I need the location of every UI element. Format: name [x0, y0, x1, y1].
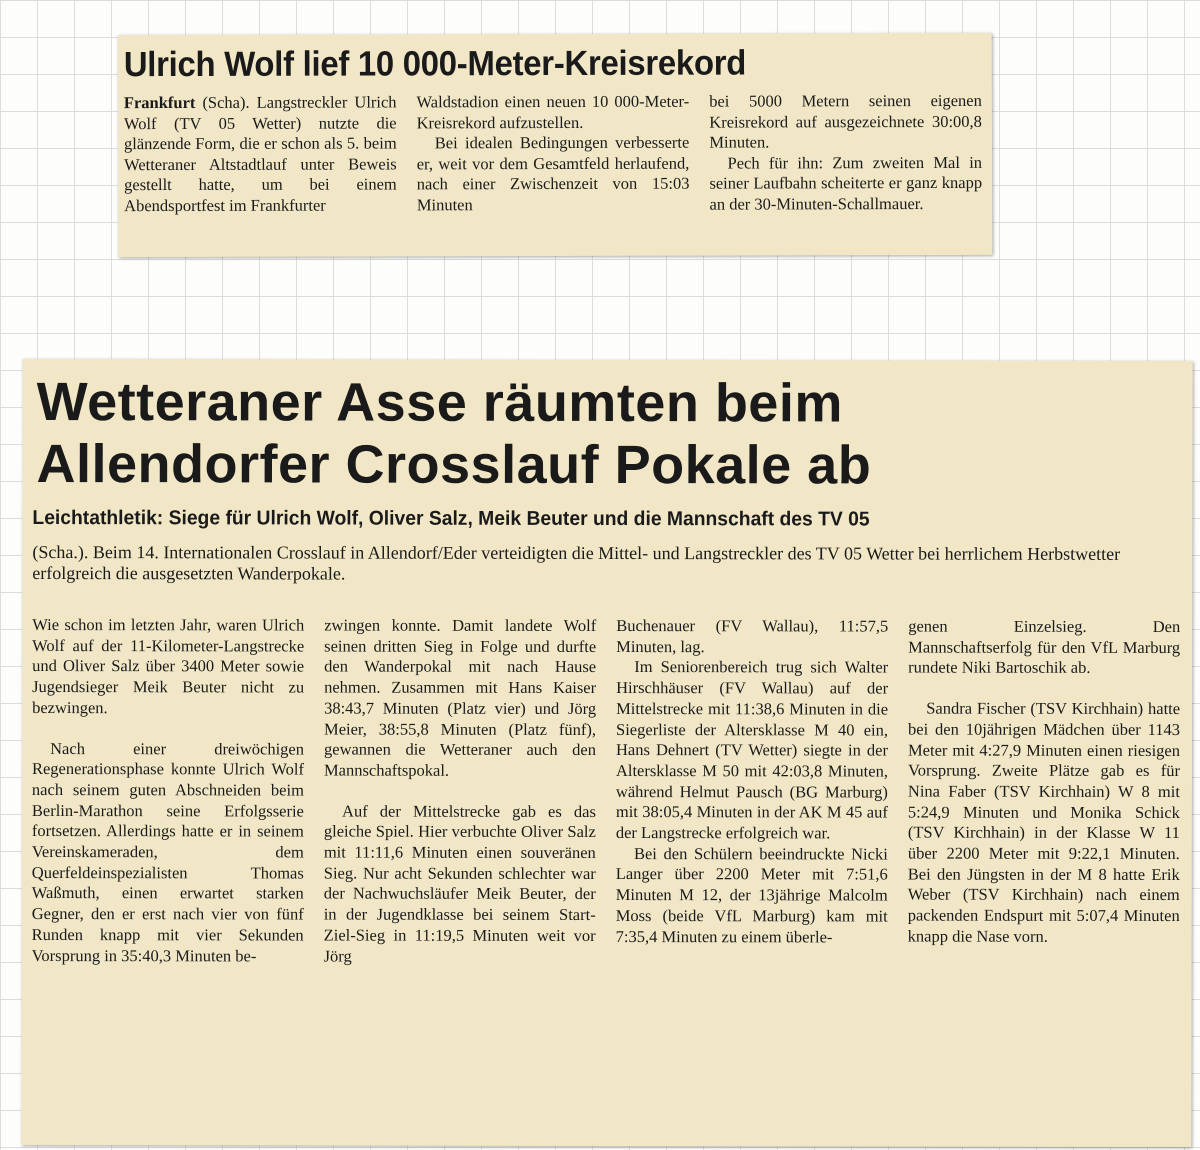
paragraph-text: (Scha). Langstreckler Ulrich Wolf (TV 05 Wetter) nutzte die glänzende Form, die er schon als 5. beim Wetteraner Altstadtlauf unter Beweis gestellt hatte, um bei einem Abendsportfest im Frankfurter — [123, 92, 397, 215]
paragraph: Wie schon im letzten Jahr, waren Ulrich Wolf auf der 11-Kilometer-Langstrecke und Oliver Salz über 3400 Meter sowie Jugendsieger Meik Beuter nicht zu bezwingen. — [32, 614, 305, 717]
headline-crosslauf — [36, 371, 1192, 497]
column-1 — [124, 92, 397, 216]
paragraph: zwingen konnte. Damit landete Wolf seinen dritten Sieg in Folge und durfte den Wanderpokal mit nach Hause nehmen. Zusammen mit Hans Kaiser 38:43,7 Minuten (Platz vier) und Jörg Meier, 38:55,8 Minuten (Platz fünf), gewannen die Wetteraner auch den Mannschaftspokal. — [323, 615, 597, 780]
paragraph: Bei idealen Bedingungen verbesserte er, weit vor dem Gesamtfeld herlaufend, nach einer Zwischenzeit von 15:03 Minuten — [416, 132, 690, 214]
article-body-crosslauf — [32, 615, 1181, 968]
paragraph: bei 5000 Metern seinen eigenen Kreisrekord auf ausgezeichnete 30:00,8 Minuten. — [709, 90, 982, 152]
subheadline: Leichtathletik: Siege für Ulrich Wolf, Oliver Salz, Meik Beuter und die Mannschaft des TV 05 — [32, 506, 870, 531]
paragraph: Buchenauer (FV Wallau), 11:57,5 Minuten, lag. — [616, 616, 889, 656]
clipping-crosslauf — [21, 359, 1192, 1147]
paragraph: Pech für ihn: Zum zweiten Mal in seiner Laufbahn scheiterte er ganz knapp an der 30-Minuten-Schallmauer. — [709, 152, 983, 214]
column-3 — [616, 616, 889, 968]
column-3 — [709, 91, 982, 215]
paragraph: Nach einer dreiwöchigen Regenerationsphase konnte Ulrich Wolf nach seinem guten Abschneiden beim Berlin-Marathon seine Erfolgsserie fortsetzen. Allerdings hatte er in seinem Vereinskameraden, dem Querfeldeinspezialisten Thomas Waßmuth, einen erwartet starken Gegner, den er erst nach vier von fünf Runden knapp mit vier Sekunden Vorsprung in 35:40,3 Minuten be- — [31, 738, 305, 965]
paragraph: Auf der Mittelstrecke gab es das gleiche Spiel. Hier verbuchte Oliver Salz mit 11:11,6 Minuten einen souveränen Sieg. Nur acht Sekunden schlechter war der Nachwuchsläufer Meik Beuter, der in der Jugendklasse bei seinem Start-Ziel-Sieg in 11:19,5 Minuten weit vor Jörg — [323, 801, 596, 966]
paragraph: Sandra Fischer (TSV Kirchhain) hatte bei den 10jährigen Mädchen über 1143 Meter mit 4:27,9 Minuten einen riesigen Vorsprung. Zweite Plätze gab es für Nina Faber (TSV Kirchhain) W 8 mit 5:24,9 Minuten und Monika Schick (TSV Kirchhain) in der Klasse W 11 über 2200 Meter mit 9:22,1 Minuten. Bei den Jüngsten in der M 8 hatte Erik Weber (TSV Kirchhain) nach einem packenden Endspurt mit 5:07,4 Minuten knapp die Nase vorn. — [907, 698, 1181, 946]
paragraph: Waldstadion einen neuen 10 000-Meter-Kreisrekord aufzustellen. — [416, 91, 690, 132]
column-4 — [908, 617, 1181, 969]
article-body-kreisrekord — [124, 91, 982, 216]
paragraph: genen Einzelsieg. Den Mannschaftserfolg für den VfL Marburg rundete Niki Bartoschik ab. — [908, 616, 1181, 678]
headline-line-1: Wetteraner Asse räumten beim — [36, 372, 843, 434]
column-2 — [324, 616, 597, 968]
paragraph — [124, 92, 397, 216]
column-2 — [417, 92, 690, 216]
lead-paragraph: (Scha.). Beim 14. Internationalen Crosslauf in Allendorf/Eder verteidigten die Mittel- und Langstreckler des TV 05 Wetter bei herrlichem Herbstwetter erfolgreich die ausgesetzten Wanderpokale. — [32, 541, 1121, 584]
headline-line-2: Allendorfer Crosslauf Pokale ab — [36, 434, 872, 496]
clipping-kreisrekord — [118, 33, 993, 257]
column-1 — [32, 615, 305, 967]
paragraph: Im Seniorenbereich trug sich Walter Hirschhäuser (FV Wallau) auf der Mittelstrecke mit 11:38,6 Minuten in die Siegerliste der Altersklasse M 40 ein, Hans Dehnert (TV Wetter) siegte in der Altersklasse M 50 mit 42:03,8 Minuten, während Helmut Pausch (BG Marburg) mit 38:05,4 Minuten in der AK M 45 auf der Langstrecke erfolgreich war. — [615, 657, 889, 843]
dateline: Frankfurt — [123, 92, 196, 113]
headline-kreisrekord: Ulrich Wolf lief 10 000-Meter-Kreisrekord — [123, 43, 747, 85]
paragraph: Bei den Schülern beeindruckte Nicki Langer über 2200 Meter mit 7:51,6 Minuten M 12, der 13jährige Malcolm Moss (beide VfL Marburg) kam mit 7:35,4 Minuten zu einem überle- — [615, 843, 888, 946]
